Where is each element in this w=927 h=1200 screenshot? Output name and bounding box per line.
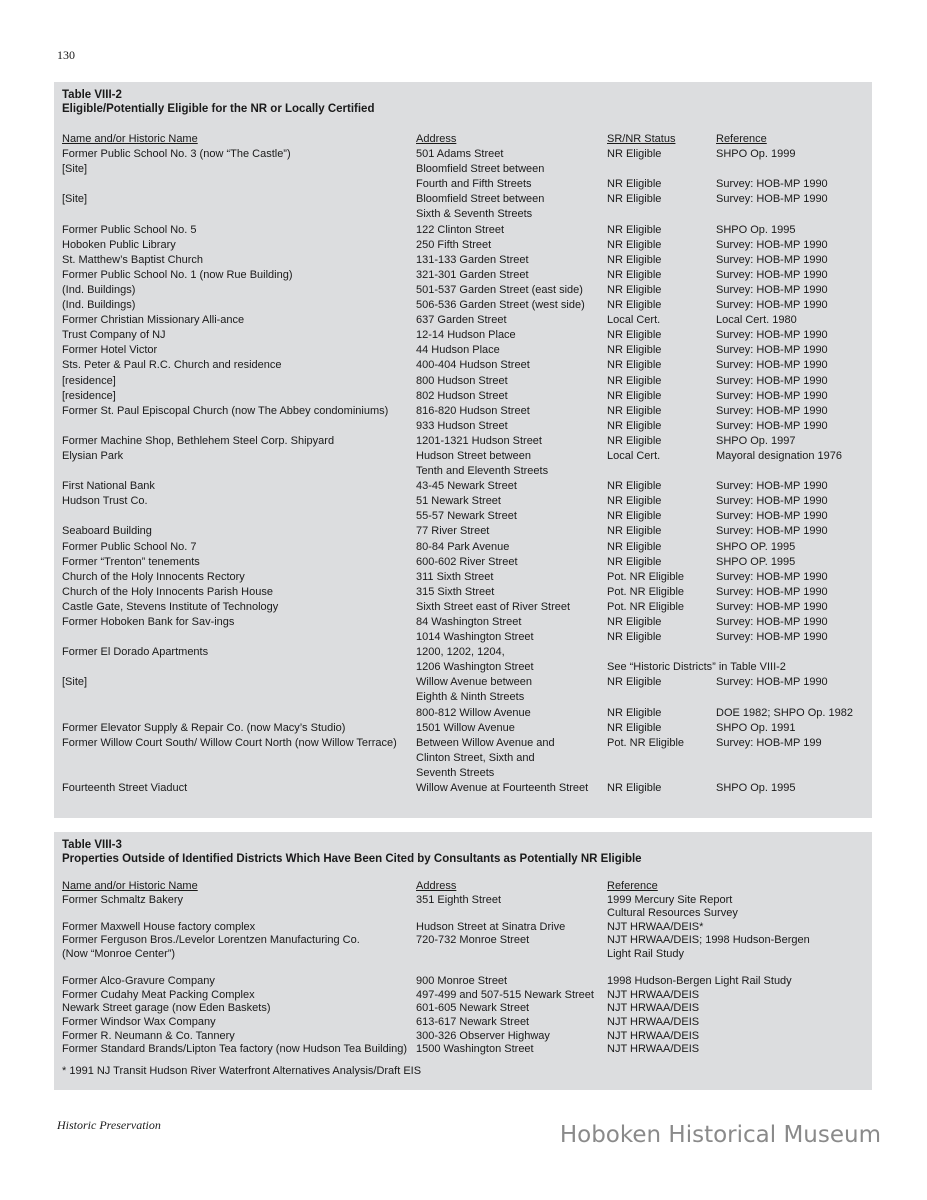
reference-cell: NJT HRWAA/DEIS* <box>607 920 704 933</box>
reference-cell: Survey: HOB-MP 1990 <box>716 329 828 342</box>
header-address: Address <box>416 133 457 145</box>
status-cell: NR Eligible <box>607 480 662 493</box>
reference-cell: Survey: HOB-MP 1990 <box>716 283 828 296</box>
status-cell: Local Cert. <box>607 449 661 462</box>
reference-cell: Survey: HOB-MP 1990 <box>716 419 828 432</box>
table-row <box>62 540 864 555</box>
name-cell: Former Hoboken Bank for Sav-ings <box>62 616 235 628</box>
reference-cell: 1998 Hudson-Bergen Light Rail Study <box>607 975 792 988</box>
reference-cell: Survey: HOB-MP 1990 <box>716 616 828 628</box>
table-viii-3 <box>62 880 864 1057</box>
header-reference: Reference <box>716 133 767 145</box>
table-row <box>62 298 864 313</box>
table-row <box>62 555 864 570</box>
reference-cell: NJT HRWAA/DEIS <box>607 1029 700 1042</box>
address-cell: 351 Eighth Street <box>416 893 502 906</box>
status-cell: NR Eligible <box>607 706 662 719</box>
address-cell: 802 Hudson Street <box>416 389 508 402</box>
name-cell: Former St. Paul Episcopal Church (now The Abbey condominiums) <box>62 404 389 417</box>
reference-cell: Survey: HOB-MP 1990 <box>716 404 828 417</box>
address-cell: 77 River Street <box>416 525 490 538</box>
address-cell: 1014 Washington Street <box>416 631 534 644</box>
reference-cell: Cultural Resources Survey <box>607 907 738 920</box>
name-cell: Former Willow Court South/ Willow Court North (now Willow Terrace) <box>62 736 397 749</box>
address-cell: Seventh Streets <box>416 766 495 779</box>
status-cell: NR Eligible <box>607 193 662 206</box>
reference-cell: Survey: HOB-MP 1990 <box>716 525 828 538</box>
status-cell: NR Eligible <box>607 389 662 402</box>
name-cell: Former Machine Shop, Bethlehem Steel Corp. Shipyard <box>62 434 335 447</box>
name-cell: Sts. Peter & Paul R.C. Church and residence <box>62 359 282 372</box>
table-row <box>62 690 864 705</box>
name-cell: Former Ferguson Bros./Levelor Lorentzen Manufacturing Co. <box>62 934 360 947</box>
table-row <box>62 449 864 464</box>
table-row <box>62 374 864 389</box>
table-row <box>62 781 864 796</box>
reference-cell: Survey: HOB-MP 1990 <box>716 676 828 689</box>
status-cell: NR Eligible <box>607 721 662 734</box>
name-cell: Former Windsor Wax Company <box>62 1015 216 1028</box>
address-cell: 44 Hudson Place <box>416 344 500 357</box>
name-cell: Former Public School No. 5 <box>62 223 197 236</box>
section-footer: Historic Preservation <box>57 1118 161 1132</box>
address-cell: 1201-1321 Hudson Street <box>416 434 542 447</box>
status-cell: NR Eligible <box>607 344 662 357</box>
address-cell: 900 Monroe Street <box>416 975 508 988</box>
table-row <box>62 238 864 253</box>
reference-cell: Local Cert. 1980 <box>716 314 797 327</box>
status-cell: NR Eligible <box>607 359 662 372</box>
table-viii-3-panel <box>54 832 872 1090</box>
reference-cell: SHPO Op. 1999 <box>716 148 796 161</box>
reference-cell: Light Rail Study <box>607 947 685 960</box>
table-row <box>62 147 864 162</box>
table-row <box>62 921 864 935</box>
reference-cell: Survey: HOB-MP 199 <box>716 736 822 749</box>
status-cell: Pot. NR Eligible <box>607 600 685 613</box>
reference-cell: Survey: HOB-MP 1990 <box>716 389 828 402</box>
name-cell: [residence] <box>62 389 116 402</box>
status-cell: See “Historic Districts” in Table VIII-2 <box>607 661 786 674</box>
status-cell: NR Eligible <box>607 540 662 553</box>
table-row <box>62 660 864 675</box>
table-row <box>62 509 864 524</box>
table-row <box>62 343 864 358</box>
reference-cell: SHPO OP. 1995 <box>716 555 796 568</box>
address-cell: 600-602 River Street <box>416 555 518 568</box>
name-cell: Church of the Holy Innocents Rectory <box>62 570 245 583</box>
table-row <box>62 207 864 222</box>
table-row <box>62 313 864 328</box>
table-row <box>62 570 864 585</box>
reference-cell: NJT HRWAA/DEIS; 1998 Hudson-Bergen <box>607 934 810 947</box>
reference-cell: Survey: HOB-MP 1990 <box>716 600 828 613</box>
table-row <box>62 894 864 908</box>
reference-cell: NJT HRWAA/DEIS <box>607 1043 700 1056</box>
address-cell: 12-14 Hudson Place <box>416 329 516 342</box>
name-cell: [Site] <box>62 193 88 206</box>
status-cell: NR Eligible <box>607 525 662 538</box>
address-cell: 84 Washington Street <box>416 616 522 628</box>
address-cell: Clinton Street, Sixth and <box>416 751 535 764</box>
address-cell: 497-499 and 507-515 Newark Street <box>416 988 594 1001</box>
table-row <box>62 706 864 721</box>
status-cell: NR Eligible <box>607 616 662 628</box>
name-cell: Former Public School No. 7 <box>62 540 197 553</box>
table-header-row <box>62 880 864 894</box>
table-row <box>62 751 864 766</box>
name-cell: Former Standard Brands/Lipton Tea factory (now Hudson Tea Building) <box>62 1043 408 1056</box>
reference-cell: Survey: HOB-MP 1990 <box>716 238 828 251</box>
table-row <box>62 645 864 660</box>
table-row <box>62 328 864 343</box>
name-cell: (Ind. Buildings) <box>62 283 136 296</box>
address-cell: 601-605 Newark Street <box>416 1002 530 1015</box>
reference-cell: Survey: HOB-MP 1990 <box>716 253 828 266</box>
table-row <box>62 358 864 373</box>
table-row <box>62 721 864 736</box>
table-viii-3-title: Properties Outside of Identified Districts Which Have Been Cited by Consultants as Potentially NR Eligible <box>62 853 642 865</box>
table-row <box>62 585 864 600</box>
name-cell: Former Schmaltz Bakery <box>62 893 184 906</box>
table-row <box>62 907 864 921</box>
table-viii-2-id: Table VIII-2 <box>62 89 122 101</box>
name-cell: Former R. Neumann & Co. Tannery <box>62 1029 235 1042</box>
status-cell: Pot. NR Eligible <box>607 585 685 598</box>
reference-cell: Survey: HOB-MP 1990 <box>716 299 828 312</box>
table-row <box>62 675 864 690</box>
name-cell: Former “Trenton” tenements <box>62 555 200 568</box>
name-cell: Former Public School No. 1 (now Rue Building) <box>62 268 293 281</box>
table-row <box>62 1002 864 1016</box>
table-row <box>62 989 864 1003</box>
reference-cell: Survey: HOB-MP 1990 <box>716 374 828 387</box>
header-address: Address <box>416 880 457 892</box>
reference-cell: Survey: HOB-MP 1990 <box>716 480 828 493</box>
name-cell: Former El Dorado Apartments <box>62 646 209 659</box>
table-row <box>62 162 864 177</box>
table-row <box>62 464 864 479</box>
name-cell: Former Hotel Victor <box>62 344 158 357</box>
address-cell: 1500 Washington Street <box>416 1043 534 1056</box>
address-cell: 321-301 Garden Street <box>416 268 529 281</box>
footnote: * 1991 NJ Transit Hudson River Waterfront Alternatives Analysis/Draft EIS <box>62 1064 422 1077</box>
name-cell: Hudson Trust Co. <box>62 495 148 508</box>
name-cell: Former Public School No. 3 (now “The Castle”) <box>62 148 291 161</box>
address-cell: 250 Fifth Street <box>416 238 492 251</box>
address-cell: 55-57 Newark Street <box>416 510 517 523</box>
reference-cell: Survey: HOB-MP 1990 <box>716 178 828 191</box>
name-cell: (Now “Monroe Center”) <box>62 947 176 960</box>
reference-cell: Survey: HOB-MP 1990 <box>716 570 828 583</box>
table-row <box>62 962 864 976</box>
table-viii-2-panel <box>54 82 872 818</box>
address-cell: 131-133 Garden Street <box>416 253 529 266</box>
reference-cell: 1999 Mercury Site Report <box>607 893 733 906</box>
table-row <box>62 736 864 751</box>
table-row <box>62 434 864 449</box>
table-header-row <box>62 132 864 147</box>
address-cell: 311 Sixth Street <box>416 570 494 583</box>
address-cell: 43-45 Newark Street <box>416 480 517 493</box>
table-row <box>62 1016 864 1030</box>
status-cell: NR Eligible <box>607 329 662 342</box>
reference-cell: Survey: HOB-MP 1990 <box>716 359 828 372</box>
status-cell: NR Eligible <box>607 555 662 568</box>
table-viii-3-id: Table VIII-3 <box>62 839 122 851</box>
address-cell: 122 Clinton Street <box>416 223 505 236</box>
address-cell: 51 Newark Street <box>416 495 501 508</box>
table-row <box>62 524 864 539</box>
table-row <box>62 766 864 781</box>
name-cell: Castle Gate, Stevens Institute of Technology <box>62 600 279 613</box>
table-row <box>62 177 864 192</box>
table-row <box>62 192 864 207</box>
name-cell: [Site] <box>62 163 88 176</box>
header-reference: Reference <box>607 880 658 892</box>
table-row <box>62 600 864 615</box>
name-cell: Former Christian Missionary Alli-ance <box>62 314 245 327</box>
name-cell: Former Alco-Gravure Company <box>62 975 215 988</box>
reference-cell: SHPO OP. 1995 <box>716 540 796 553</box>
address-cell: 613-617 Newark Street <box>416 1015 530 1028</box>
reference-cell: Survey: HOB-MP 1990 <box>716 193 828 206</box>
name-cell: [Site] <box>62 676 88 689</box>
address-cell: Hudson Street between <box>416 449 531 462</box>
status-cell: NR Eligible <box>607 404 662 417</box>
address-cell: 720-732 Monroe Street <box>416 934 530 947</box>
table-row <box>62 404 864 419</box>
name-cell: Church of the Holy Innocents Parish House <box>62 585 273 598</box>
address-cell: Fourth and Fifth Streets <box>416 178 532 191</box>
reference-cell: Survey: HOB-MP 1990 <box>716 585 828 598</box>
address-cell: Willow Avenue at Fourteenth Street <box>416 782 589 795</box>
table-row <box>62 223 864 238</box>
name-cell: Former Maxwell House factory complex <box>62 920 256 933</box>
address-cell: Bloomfield Street between <box>416 163 545 176</box>
status-cell: NR Eligible <box>607 223 662 236</box>
table-row <box>62 934 864 948</box>
status-cell: Local Cert. <box>607 314 661 327</box>
address-cell: Eighth & Ninth Streets <box>416 691 525 704</box>
table-row <box>62 268 864 283</box>
table-row <box>62 419 864 434</box>
name-cell: First National Bank <box>62 480 155 493</box>
name-cell: Fourteenth Street Viaduct <box>62 782 188 795</box>
reference-cell: Survey: HOB-MP 1990 <box>716 495 828 508</box>
reference-cell: DOE 1982; SHPO Op. 1982 <box>716 706 853 719</box>
table-row <box>62 479 864 494</box>
museum-watermark: Hoboken Historical Museum <box>559 1122 881 1148</box>
table-row <box>62 948 864 962</box>
status-cell: NR Eligible <box>607 178 662 191</box>
table-row <box>62 975 864 989</box>
name-cell: Trust Company of NJ <box>62 329 166 342</box>
address-cell: Sixth Street east of River Street <box>416 600 571 613</box>
name-cell: Former Elevator Supply & Repair Co. (now Macy’s Studio) <box>62 721 346 734</box>
status-cell: NR Eligible <box>607 299 662 312</box>
status-cell: NR Eligible <box>607 268 662 281</box>
address-cell: 800-812 Willow Avenue <box>416 706 531 719</box>
name-cell: Newark Street garage (now Eden Baskets) <box>62 1002 271 1015</box>
page-number: 130 <box>57 48 75 62</box>
name-cell: [residence] <box>62 374 116 387</box>
address-cell: 80-84 Park Avenue <box>416 540 510 553</box>
table-row <box>62 615 864 630</box>
name-cell: Elysian Park <box>62 449 124 462</box>
header-name: Name and/or Historic Name <box>62 880 198 892</box>
reference-cell: NJT HRWAA/DEIS <box>607 1015 700 1028</box>
status-cell: NR Eligible <box>607 374 662 387</box>
reference-cell: Survey: HOB-MP 1990 <box>716 268 828 281</box>
status-cell: NR Eligible <box>607 434 662 447</box>
table-row <box>62 1030 864 1044</box>
table-viii-2 <box>62 132 864 796</box>
address-cell: 800 Hudson Street <box>416 374 508 387</box>
address-cell: Between Willow Avenue and <box>416 736 555 749</box>
address-cell: 400-404 Hudson Street <box>416 359 530 372</box>
address-cell: 933 Hudson Street <box>416 419 508 432</box>
header-name: Name and/or Historic Name <box>62 133 198 145</box>
name-cell: St. Matthew’s Baptist Church <box>62 253 204 266</box>
address-cell: 315 Sixth Street <box>416 585 495 598</box>
status-cell: NR Eligible <box>607 148 662 161</box>
status-cell: NR Eligible <box>607 631 662 644</box>
reference-cell: Survey: HOB-MP 1990 <box>716 631 828 644</box>
address-cell: 1200, 1202, 1204, <box>416 646 505 659</box>
reference-cell: SHPO Op. 1995 <box>716 782 796 795</box>
reference-cell: Survey: HOB-MP 1990 <box>716 344 828 357</box>
reference-cell: NJT HRWAA/DEIS <box>607 1002 700 1015</box>
address-cell: Willow Avenue between <box>416 676 532 689</box>
table-row <box>62 630 864 645</box>
table-row <box>62 253 864 268</box>
status-cell: NR Eligible <box>607 253 662 266</box>
table-row <box>62 389 864 404</box>
status-cell: NR Eligible <box>607 238 662 251</box>
status-cell: Pot. NR Eligible <box>607 736 685 749</box>
table-row <box>62 494 864 509</box>
address-cell: Tenth and Eleventh Streets <box>416 465 549 478</box>
status-cell: NR Eligible <box>607 419 662 432</box>
reference-cell: SHPO Op. 1997 <box>716 434 796 447</box>
status-cell: NR Eligible <box>607 283 662 296</box>
table-viii-2-body <box>62 147 864 796</box>
name-cell: (Ind. Buildings) <box>62 299 136 312</box>
status-cell: NR Eligible <box>607 782 662 795</box>
table-viii-2-title: Eligible/Potentially Eligible for the NR or Locally Certified <box>62 103 375 115</box>
address-cell: 1206 Washington Street <box>416 661 534 674</box>
reference-cell: SHPO Op. 1991 <box>716 721 796 734</box>
address-cell: 637 Garden Street <box>416 314 507 327</box>
reference-cell: Survey: HOB-MP 1990 <box>716 510 828 523</box>
address-cell: 501-537 Garden Street (east side) <box>416 283 583 296</box>
reference-cell: Mayoral designation 1976 <box>716 449 842 462</box>
address-cell: 1501 Willow Avenue <box>416 721 515 734</box>
status-cell: NR Eligible <box>607 676 662 689</box>
address-cell: 300-326 Observer Highway <box>416 1029 550 1042</box>
reference-cell: NJT HRWAA/DEIS <box>607 988 700 1001</box>
address-cell: Bloomfield Street between <box>416 193 545 206</box>
name-cell: Hoboken Public Library <box>62 238 176 251</box>
table-row <box>62 1043 864 1057</box>
status-cell: NR Eligible <box>607 495 662 508</box>
status-cell: Pot. NR Eligible <box>607 570 685 583</box>
address-cell: Hudson Street at Sinatra Drive <box>416 920 566 933</box>
address-cell: 816-820 Hudson Street <box>416 404 530 417</box>
address-cell: 506-536 Garden Street (west side) <box>416 299 585 312</box>
reference-cell: SHPO Op. 1995 <box>716 223 796 236</box>
table-viii-3-body <box>62 894 864 1057</box>
name-cell: Seaboard Building <box>62 525 152 538</box>
table-row <box>62 283 864 298</box>
address-cell: Sixth & Seventh Streets <box>416 208 533 221</box>
status-cell: NR Eligible <box>607 510 662 523</box>
header-status: SR/NR Status <box>607 133 676 145</box>
address-cell: 501 Adams Street <box>416 148 504 161</box>
name-cell: Former Cudahy Meat Packing Complex <box>62 988 255 1001</box>
